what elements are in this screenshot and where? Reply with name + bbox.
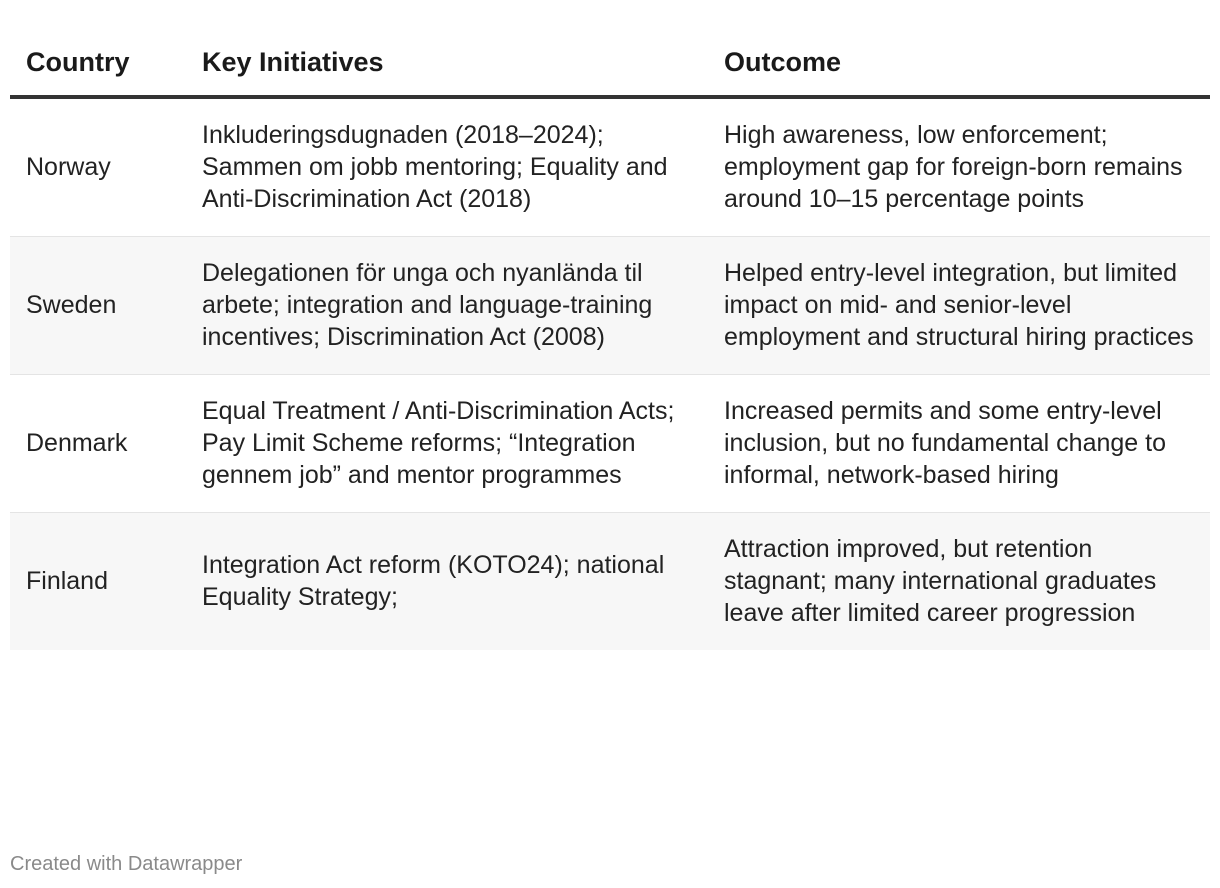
table-row (10, 97, 1210, 237)
header-country: Country (10, 30, 186, 97)
cell-country: Finland (10, 513, 186, 651)
cell-outcome: Attraction improved, but retention stagnant; many international graduates leave after limited career progression (708, 513, 1210, 651)
header-outcome: Outcome (708, 30, 1210, 97)
cell-initiatives: Integration Act reform (KOTO24); national Equality Strategy; (186, 513, 708, 651)
cell-initiatives: Equal Treatment / Anti-Discrimination Acts; Pay Limit Scheme reforms; “Integration gennem job” and mentor programmes (186, 375, 708, 513)
cell-outcome: Increased permits and some entry-level inclusion, but no fundamental change to informal, network-based hiring (708, 375, 1210, 513)
cell-country: Norway (10, 97, 186, 237)
datawrapper-credit[interactable]: Created with Datawrapper (10, 853, 243, 875)
cell-outcome: High awareness, low enforcement; employment gap for foreign-born remains around 10–15 percentage points (708, 97, 1210, 237)
cell-country: Sweden (10, 237, 186, 375)
header-row (10, 30, 1210, 97)
table-row (10, 237, 1210, 375)
cell-outcome: Helped entry-level integration, but limited impact on mid- and senior-level employment and structural hiring practices (708, 237, 1210, 375)
table-row (10, 375, 1210, 513)
cell-initiatives: Inkluderingsdugnaden (2018–2024); Sammen om jobb mentoring; Equality and Anti-Discrimination Act (2018) (186, 97, 708, 237)
table-row (10, 513, 1210, 651)
table-body (10, 97, 1210, 650)
data-table (10, 30, 1210, 650)
table-header (10, 30, 1210, 97)
data-table-container (10, 30, 1210, 650)
cell-initiatives: Delegationen för unga och nyanlända til arbete; integration and language-training incentives; Discrimination Act (2008) (186, 237, 708, 375)
cell-country: Denmark (10, 375, 186, 513)
header-key-initiatives: Key Initiatives (186, 30, 708, 97)
